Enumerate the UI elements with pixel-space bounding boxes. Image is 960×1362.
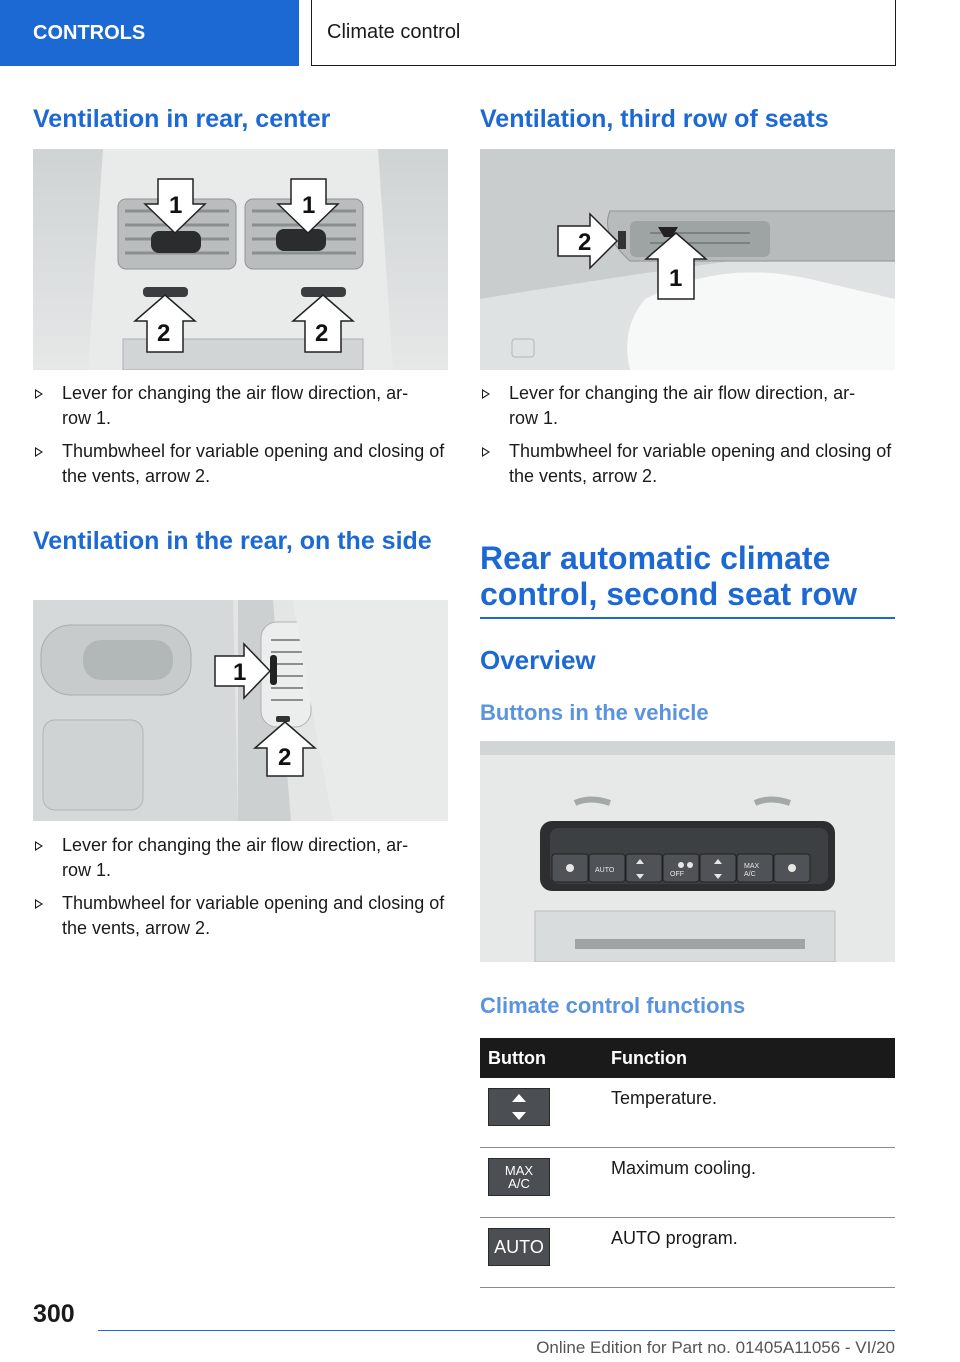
section-tab — [0, 0, 299, 66]
figure-climate-console — [480, 741, 895, 962]
list-item: Thumbwheel for variable opening and closing of the vents, arrow 2. — [480, 439, 895, 489]
figure-label-2: 2 — [157, 320, 171, 347]
console-max-label: MAX A/C — [744, 863, 760, 878]
list-item: Lever for changing the air flow direction, ar- row 1. — [480, 381, 895, 431]
table-row — [480, 1218, 895, 1288]
column-header-button: Button — [480, 1038, 589, 1078]
topic-label: Climate control — [327, 21, 461, 43]
heading-ventilation-third-row: Ventilation, third row of seats — [480, 105, 829, 133]
list-rear-center — [33, 381, 448, 497]
figure-label-1: 1 — [669, 265, 683, 292]
up-down-arrows-icon — [488, 1088, 550, 1126]
function-cell: Temperature. — [589, 1078, 895, 1148]
heading-ventilation-rear-center: Ventilation in rear, center — [33, 105, 331, 133]
bullet-triangle-icon — [482, 447, 490, 457]
figure-rear-center-vents — [33, 149, 448, 370]
table-row — [480, 1078, 895, 1148]
list-third-row — [480, 381, 895, 497]
heading-ventilation-rear-side: Ventilation in the rear, on the side — [33, 527, 432, 555]
bullet-triangle-icon — [35, 447, 43, 457]
functions-table — [480, 1038, 895, 1288]
chapter-rule — [480, 617, 895, 619]
page-number: 300 — [33, 1300, 75, 1328]
list-item: Thumbwheel for variable opening and closing of the vents, arrow 2. — [33, 891, 448, 941]
chapter-title: Rear automatic climate control, second seat row — [480, 540, 857, 612]
function-cell: AUTO program. — [589, 1218, 895, 1288]
section-label: CONTROLS — [33, 21, 146, 44]
footer-rule — [98, 1330, 895, 1331]
list-rear-side — [33, 833, 448, 949]
figure-rear-side-vent — [33, 600, 448, 821]
auto-icon: AUTO — [488, 1228, 550, 1266]
heading-buttons-in-vehicle: Buttons in the vehicle — [480, 700, 709, 725]
figure-label-2: 2 — [278, 744, 292, 771]
figure-label-1: 1 — [233, 659, 247, 686]
bullet-triangle-icon — [482, 389, 490, 399]
topic-box — [311, 0, 896, 66]
figure-label-1: 1 — [169, 192, 183, 219]
figure-label-2: 2 — [578, 229, 592, 256]
list-item: Thumbwheel for variable opening and closing of the vents, arrow 2. — [33, 439, 448, 489]
footer-edition: Online Edition for Part no. 01405A11056 - VI/20 — [536, 1338, 895, 1357]
list-item: Lever for changing the air flow direction, ar- row 1. — [33, 381, 448, 431]
console-auto-label: AUTO — [595, 867, 615, 874]
table-header-row — [480, 1038, 895, 1078]
figure-third-row-vent — [480, 149, 895, 370]
table-row — [480, 1148, 895, 1218]
list-item: Lever for changing the air flow direction, ar- row 1. — [33, 833, 448, 883]
bullet-triangle-icon — [35, 899, 43, 909]
heading-overview: Overview — [480, 645, 596, 675]
function-cell: Maximum cooling. — [589, 1148, 895, 1218]
bullet-triangle-icon — [35, 841, 43, 851]
bullet-triangle-icon — [35, 389, 43, 399]
heading-climate-functions: Climate control functions — [480, 993, 746, 1018]
figure-label-1: 1 — [302, 192, 316, 219]
max-ac-icon: MAX A/C — [488, 1158, 550, 1196]
figure-label-2: 2 — [315, 320, 329, 347]
console-off-label: OFF — [670, 871, 684, 878]
column-header-function: Function — [589, 1038, 895, 1078]
